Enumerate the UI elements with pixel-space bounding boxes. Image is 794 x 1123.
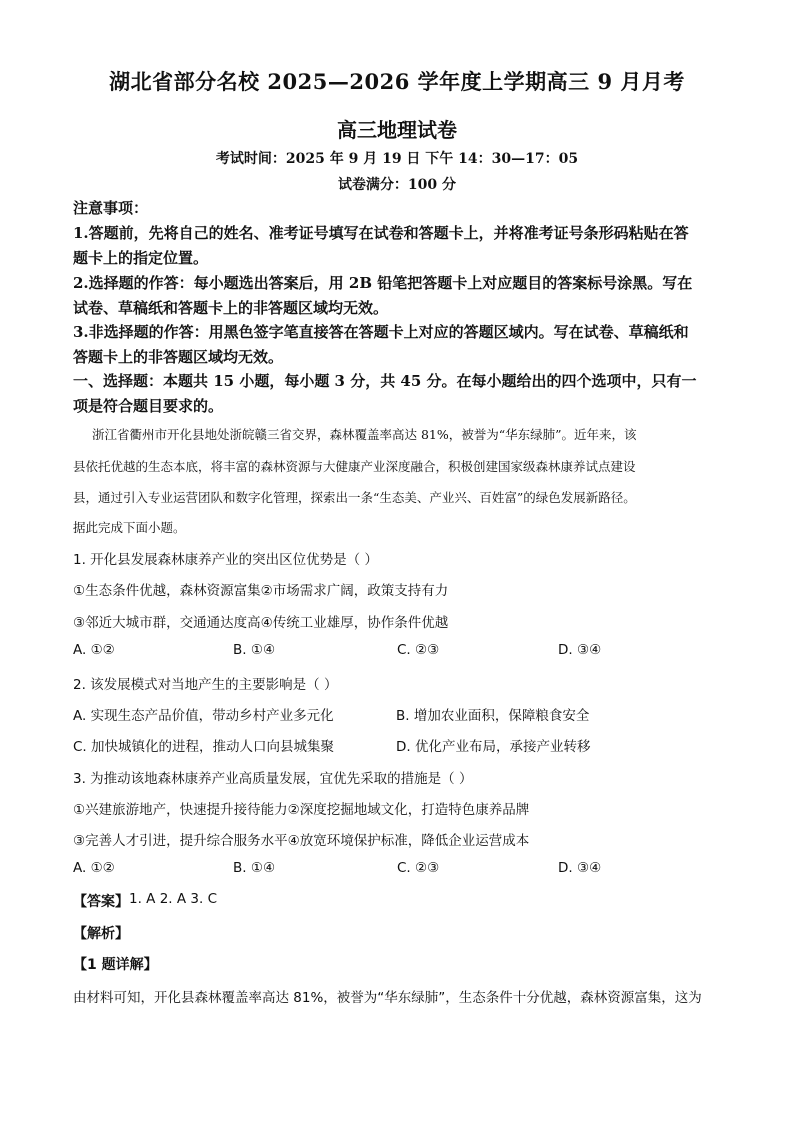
question-2-option-a[interactable]: A. 实现生态产品价值，带动乡村产业多元化 <box>73 708 334 724</box>
question-2-option-d[interactable]: D. 优化产业布局，承接产业转移 <box>396 739 591 755</box>
exam-time: 考试时间：2025 年 9 月 19 日 下午 14：30—17：05 <box>215 151 579 167</box>
passage-line: 县，通过引入专业运营团队和数字化管理，探索出一条“生态美、产业兴、百姓富”的绿色发展新路径。 <box>73 490 636 505</box>
notes-line: 题卡上的指定位置。 <box>73 249 209 267</box>
question-2-stem: 2. 该发展模式对当地产生的主要影响是（ ） <box>73 677 338 693</box>
question-3-stem: 3. 为推动该地森林康养产业高质量发展，宜优先采取的措施是（ ） <box>73 771 473 787</box>
question-2-option-c[interactable]: C. 加快城镇化的进程，推动人口向县城集聚 <box>73 739 335 755</box>
question-1-stem: 1. 开化县发展森林康养产业的突出区位优势是（ ） <box>73 552 378 568</box>
question-1-items: ①生态条件优越，森林资源富集②市场需求广阔，政策支持有力 <box>73 583 449 599</box>
question-1-option-b[interactable]: B. ①④ <box>233 642 276 658</box>
answer-values: 1. A 2. A 3. C <box>129 891 217 907</box>
answer-label: 【答案】 <box>73 894 129 910</box>
question-3-option-c[interactable]: C. ②③ <box>397 860 440 876</box>
question-3-items: ③完善人才引进，提升综合服务水平④放宽环境保护标准，降低企业运营成本 <box>73 833 530 849</box>
notes-line: 试卷、草稿纸和答题卡上的非答题区域均无效。 <box>73 299 389 317</box>
full-score: 试卷满分：100 分 <box>337 177 457 193</box>
notes-line: 答题卡上的非答题区域均无效。 <box>73 348 284 366</box>
notes-line: 2.选择题的作答：每小题选出答案后，用 2B 铅笔把答题卡上对应题目的答案标号涂黑。写在 <box>73 274 693 292</box>
section-heading: 项是符合题目要求的。 <box>73 397 224 415</box>
question-3-items: ①兴建旅游地产，快速提升接待能力②深度挖掘地域文化，打造特色康养品牌 <box>73 802 530 818</box>
section-heading: 一、选择题：本题共 15 小题，每小题 3 分，共 45 分。在每小题给出的四个选项中，只有一 <box>73 372 697 390</box>
question-1-option-d[interactable]: D. ③④ <box>558 642 602 658</box>
analysis-q1-heading: 【1 题详解】 <box>73 957 158 973</box>
analysis-q1-text: 由材料可知，开化县森林覆盖率高达 81%，被誉为“华东绿肺”，生态条件十分优越，森林资源富集，这为 <box>73 990 702 1006</box>
notes-line: 1.答题前，先将自己的姓名、准考证号填写在试卷和答题卡上，并将准考证号条形码粘贴在答 <box>73 224 689 242</box>
exam-title: 湖北省部分名校 2025—2026 学年度上学期高三 9 月月考 <box>109 69 685 94</box>
notes-line: 3.非选择题的作答：用黑色签字笔直接答在答题卡上对应的答题区域内。写在试卷、草稿纸和 <box>73 323 689 341</box>
question-1-option-c[interactable]: C. ②③ <box>397 642 440 658</box>
question-3-option-a[interactable]: A. ①② <box>73 860 115 876</box>
passage-line: 据此完成下面小题。 <box>73 520 186 535</box>
passage-line: 浙江省衢州市开化县地处浙皖赣三省交界，森林覆盖率高达 81%，被誉为“华东绿肺”。近年来，该 <box>92 427 637 442</box>
exam-subtitle: 高三地理试卷 <box>337 118 457 142</box>
notes-heading: 注意事项： <box>73 199 149 217</box>
question-1-items: ③邻近大城市群，交通通达度高④传统工业雄厚，协作条件优越 <box>73 615 449 631</box>
question-3-option-b[interactable]: B. ①④ <box>233 860 276 876</box>
question-2-option-b[interactable]: B. 增加农业面积，保障粮食安全 <box>396 708 590 724</box>
question-3-option-d[interactable]: D. ③④ <box>558 860 602 876</box>
analysis-label: 【解析】 <box>73 926 129 942</box>
question-1-option-a[interactable]: A. ①② <box>73 642 115 658</box>
passage-line: 县依托优越的生态本底，将丰富的森林资源与大健康产业深度融合，积极创建国家级森林康养试点建设 <box>73 459 636 474</box>
